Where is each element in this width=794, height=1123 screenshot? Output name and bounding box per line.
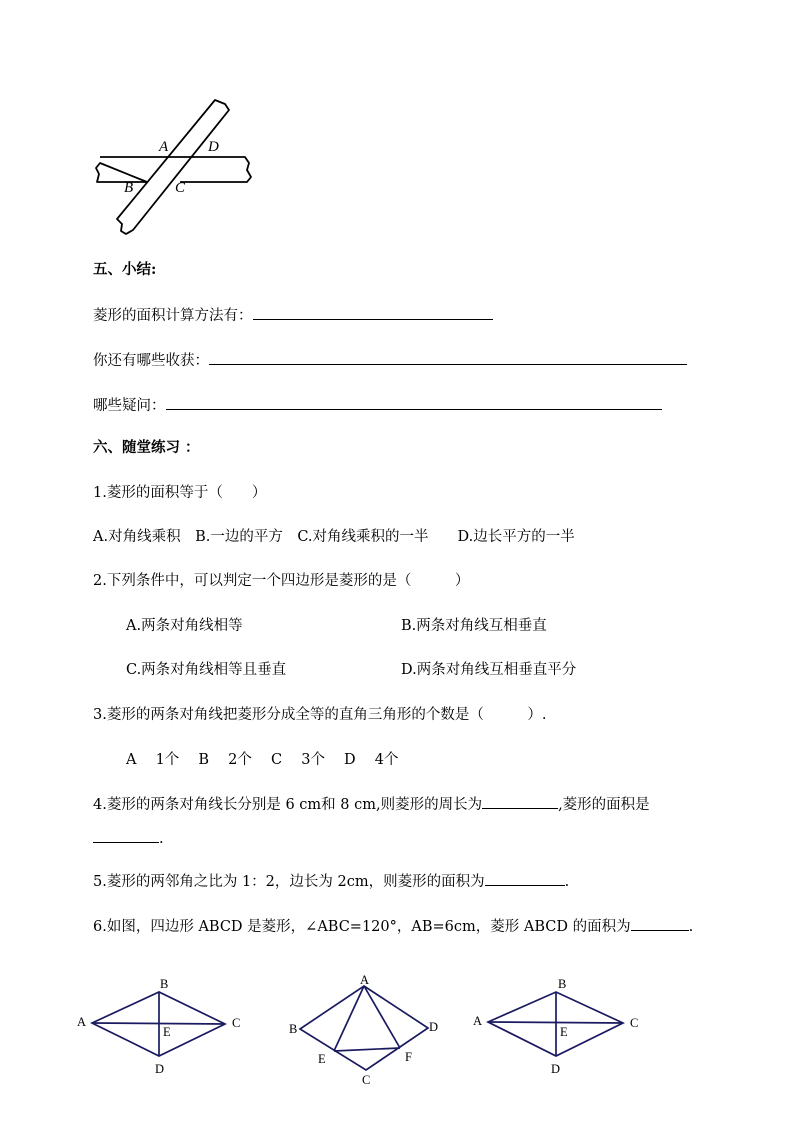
q2-option-a: A.两条对角线相等 <box>126 618 243 634</box>
left-label-e: E <box>163 1025 171 1039</box>
q1-stem: 1.菱形的面积等于（ ） <box>93 485 267 501</box>
q5-blank[interactable] <box>485 871 565 886</box>
q6-end: . <box>688 919 694 935</box>
q3-options: A 1个 B 2个 C 3个 D 4个 <box>126 752 399 768</box>
q6-stem: 6.如图，四边形 ABCD 是菱形，∠ABC=120°，AB=6cm，菱形 ABCD 的面积为 <box>93 919 631 935</box>
diagonal-strip <box>117 100 229 234</box>
practice-heading: 六、随堂练习 ： <box>93 439 200 456</box>
q2-option-b: B.两条对角线互相垂直 <box>401 618 547 634</box>
q3-stem: 3.菱形的两条对角线把菱形分成全等的直角三角形的个数是（ ）. <box>93 707 547 723</box>
q4-end: . <box>159 831 164 847</box>
q6-blank[interactable] <box>631 916 689 931</box>
summary-questions-line <box>93 395 662 416</box>
label-b: B <box>124 180 134 196</box>
questions-label: 哪些疑问： <box>93 398 166 414</box>
middle-label-d: D <box>429 1020 439 1034</box>
right-label-d: D <box>551 1062 561 1076</box>
q4-line <box>93 794 650 815</box>
right-label-b: B <box>558 977 567 991</box>
q5-line <box>93 871 569 892</box>
right-label-a: A <box>473 1014 483 1028</box>
rhombus-middle <box>300 986 428 1070</box>
left-label-c: C <box>232 1016 241 1030</box>
q6-line <box>93 916 693 937</box>
questions-blank[interactable] <box>166 395 662 410</box>
q1-options: A.对角线乘积 B.一边的平方 C.对角线乘积的一半 D.边长平方的一半 <box>93 529 575 545</box>
middle-label-e: E <box>318 1052 326 1066</box>
area-methods-blank[interactable] <box>253 305 493 320</box>
q4-mid: ,菱形的面积是 <box>558 797 650 813</box>
left-label-b: B <box>160 977 169 991</box>
q2-option-c: C.两条对角线相等且垂直 <box>126 662 287 678</box>
label-c: C <box>175 180 186 196</box>
q5-end: . <box>564 874 570 890</box>
rhombus-right <box>488 992 623 1056</box>
middle-label-a: A <box>360 973 370 987</box>
middle-label-c: C <box>362 1073 371 1087</box>
summary-area-line <box>93 305 493 326</box>
q4-stem: 4.菱形的两条对角线长分别是 6 cm和 8 cm,则菱形的周长为 <box>93 797 483 813</box>
q2-option-d: D.两条对角线互相垂直平分 <box>401 662 577 678</box>
horizontal-strip <box>96 157 251 182</box>
label-a: A <box>159 139 169 155</box>
q4-area-blank[interactable] <box>93 828 159 843</box>
q4-perimeter-blank[interactable] <box>482 794 558 809</box>
rhombus-left <box>92 992 225 1056</box>
left-label-a: A <box>77 1015 87 1029</box>
q5-stem: 5.菱形的两邻角之比为 1：2，边长为 2cm，则菱形的面积为 <box>93 874 485 890</box>
area-methods-label: 菱形的面积计算方法有： <box>93 308 253 324</box>
summary-heading: 五、小结: <box>93 261 157 278</box>
q4-line-2 <box>93 828 164 849</box>
gains-blank[interactable] <box>209 350 687 365</box>
middle-label-b: B <box>289 1022 298 1036</box>
right-label-c: C <box>630 1016 639 1030</box>
q2-stem: 2.下列条件中，可以判定一个四边形是菱形的是（ ） <box>93 573 470 589</box>
left-label-d: D <box>155 1062 165 1076</box>
right-label-e: E <box>560 1025 568 1039</box>
summary-gains-line <box>93 350 687 371</box>
gains-label: 你还有哪些收获： <box>93 353 209 369</box>
label-d: D <box>208 139 219 155</box>
middle-label-f: F <box>405 1050 412 1064</box>
